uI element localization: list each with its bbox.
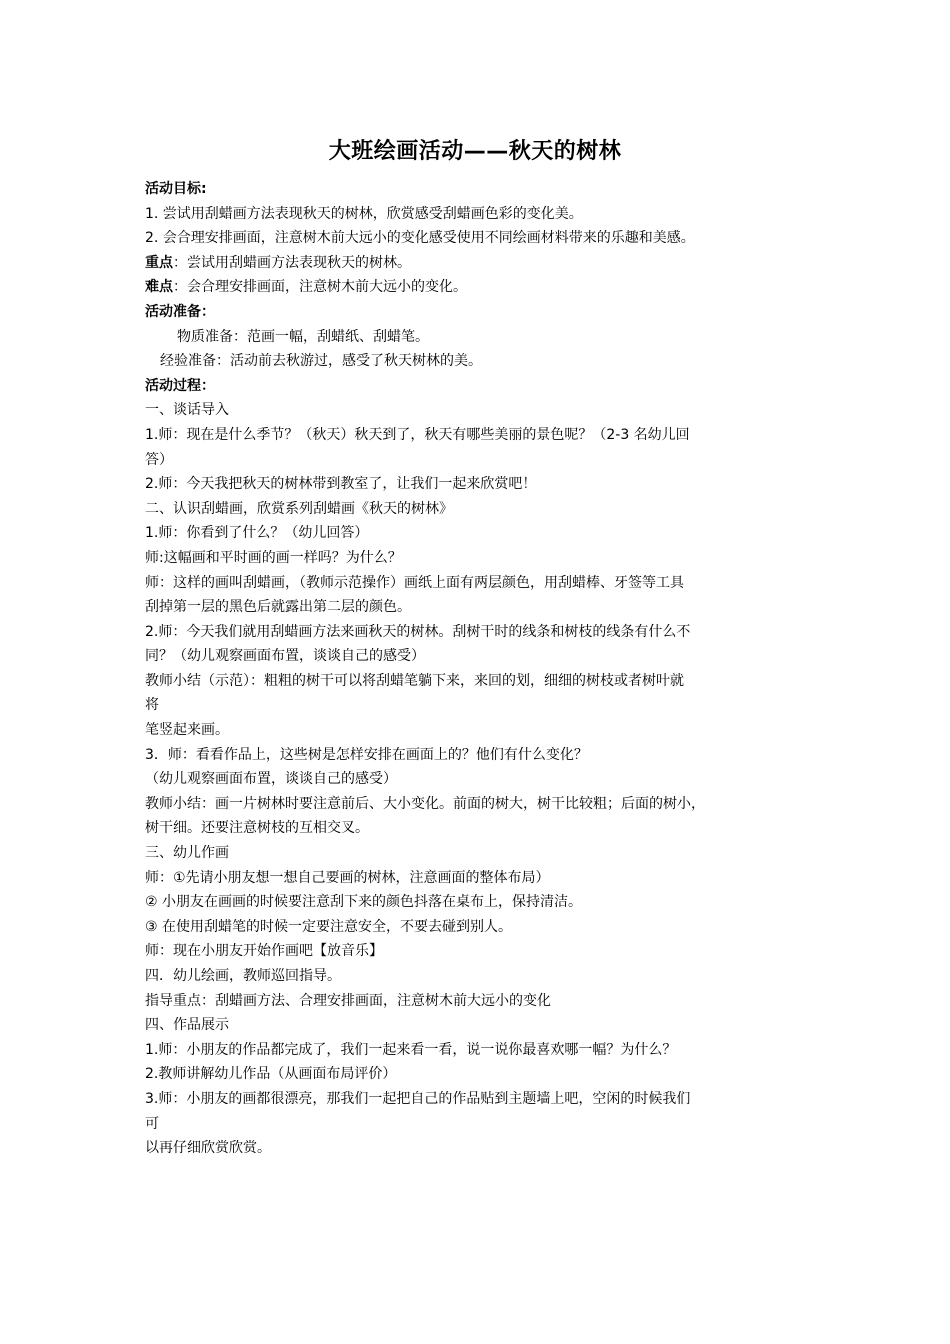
document-title: 大班绘画活动——秋天的树林 xyxy=(328,139,622,164)
s2-line-5b: 将 xyxy=(145,697,159,714)
process-heading xyxy=(145,374,813,399)
process-heading-colon: ： xyxy=(201,377,215,394)
s3-line-3: ③ 在使用刮蜡笔的时候一定要注意安全，不要去碰到别人。 xyxy=(145,918,512,935)
s2-line-7: 教师小结：画一片树林时要注意前后、大小变化。前面的树大，树干比较粗；后面的树小， xyxy=(145,795,705,812)
goal-1: 1. 尝试用刮蜡画方法表现秋天的树林，欣赏感受刮蜡画色彩的变化美。 xyxy=(145,205,583,222)
section-3-heading: 三、幼儿作画 xyxy=(145,845,229,862)
s2-line-6b: （幼儿观察画面布置，谈谈自己的感受） xyxy=(145,771,397,788)
prep-heading xyxy=(145,300,813,325)
s4-line-2: 2.教师讲解幼儿作品（从画面布局评价） xyxy=(145,1066,397,1083)
s3-line-2: ② 小朋友在画画的时候要注意刮下来的颜色抖落在桌布上，保持清洁。 xyxy=(145,894,582,911)
goals-heading: 活动目标: xyxy=(145,181,207,197)
difficulty-label: 难点 xyxy=(145,279,173,296)
key-point xyxy=(145,251,813,276)
s2-line-2: 师:这幅画和平时画的画一样吗？为什么？ xyxy=(145,549,402,566)
difficulty-text: ：会合理安排画面，注意树木前大远小的变化。 xyxy=(173,279,467,296)
section-4-heading: 四、作品展示 xyxy=(145,1017,229,1034)
s1-line-1: 1.师：现在是什么季节？（秋天）秋天到了，秋天有哪些美丽的景色呢？（2-3 名幼儿回 xyxy=(145,426,690,443)
s2-line-5c: 笔竖起来画。 xyxy=(145,722,229,739)
prep-heading-colon: ： xyxy=(201,303,215,320)
s2-line-6: 3．师：看看作品上，这些树是怎样安排在画面上的？他们有什么变化？ xyxy=(145,746,588,763)
s2-line-3: 师：这样的画叫刮蜡画，（教师示范操作）画纸上面有两层颜色，用刮蜡棒、牙签等工具 xyxy=(145,574,684,591)
key-point-label: 重点 xyxy=(145,254,173,271)
s1-line-2: 2.师：今天我把秋天的树林带到教室了，让我们一起来欣赏吧！ xyxy=(145,476,537,493)
s2-line-4: 2.师：今天我们就用刮蜡画方法来画秋天的树林。刮树干时的线条和树枝的线条有什么不 xyxy=(145,623,691,640)
s1-line-1b: 答） xyxy=(145,451,173,468)
difficulty xyxy=(145,275,813,300)
section-1-heading: 一、谈话导入 xyxy=(145,402,229,419)
s2-line-3b: 刮掉第一层的黑色后就露出第二层的颜色。 xyxy=(145,599,411,616)
process-heading-text: 活动过程 xyxy=(145,377,201,394)
s3-line-4: 师：现在小朋友开始作画吧【放音乐】 xyxy=(145,943,383,960)
s4-line-3b: 可 xyxy=(145,1115,159,1132)
s3-line-5: 四．幼儿绘画，教师巡回指导。 xyxy=(145,968,341,984)
prep-experience: 经验准备：活动前去秋游过，感受了秋天树林的美。 xyxy=(160,353,482,370)
s3-line-1: 师：①先请小朋友想一想自己要画的树林，注意画面的整体布局） xyxy=(145,869,550,886)
prep-heading-text: 活动准备 xyxy=(145,303,201,320)
section-2-heading: 二、认识刮蜡画，欣赏系列刮蜡画《秋天的树林》 xyxy=(145,500,453,517)
s4-line-3: 3.师：小朋友的画都很漂亮，那我们一起把自己的作品贴到主题墙上吧，空闲的时候我们 xyxy=(145,1090,691,1107)
s4-line-1: 1.师：小朋友的作品都完成了，我们一起来看一看，说一说你最喜欢哪一幅？为什么？ xyxy=(145,1041,677,1058)
s2-line-4b: 同？（幼儿观察画面布置，谈谈自己的感受） xyxy=(145,648,425,665)
document-body xyxy=(145,177,813,1161)
key-point-text: ：尝试用刮蜡画方法表现秋天的树林。 xyxy=(173,254,411,271)
s2-line-1: 1.师：你看到了什么？（幼儿回答） xyxy=(145,525,369,542)
prep-material: 物质准备：范画一幅，刮蜡纸、刮蜡笔。 xyxy=(177,328,429,345)
s4-line-3c: 以再仔细欣赏欣赏。 xyxy=(145,1140,271,1157)
s2-line-5: 教师小结（示范）：粗粗的树干可以将刮蜡笔躺下来，来回的划，细细的树枝或者树叶就 xyxy=(145,672,684,689)
s2-line-7b: 树干细。还要注意树枝的互相交叉。 xyxy=(145,820,369,837)
s3-line-6: 指导重点：刮蜡画方法、合理安排画面，注意树木前大远小的变化 xyxy=(145,992,551,1009)
goal-2: 2. 会合理安排画面，注意树木前大远小的变化感受使用不同绘画材料带来的乐趣和美感。 xyxy=(145,230,695,247)
